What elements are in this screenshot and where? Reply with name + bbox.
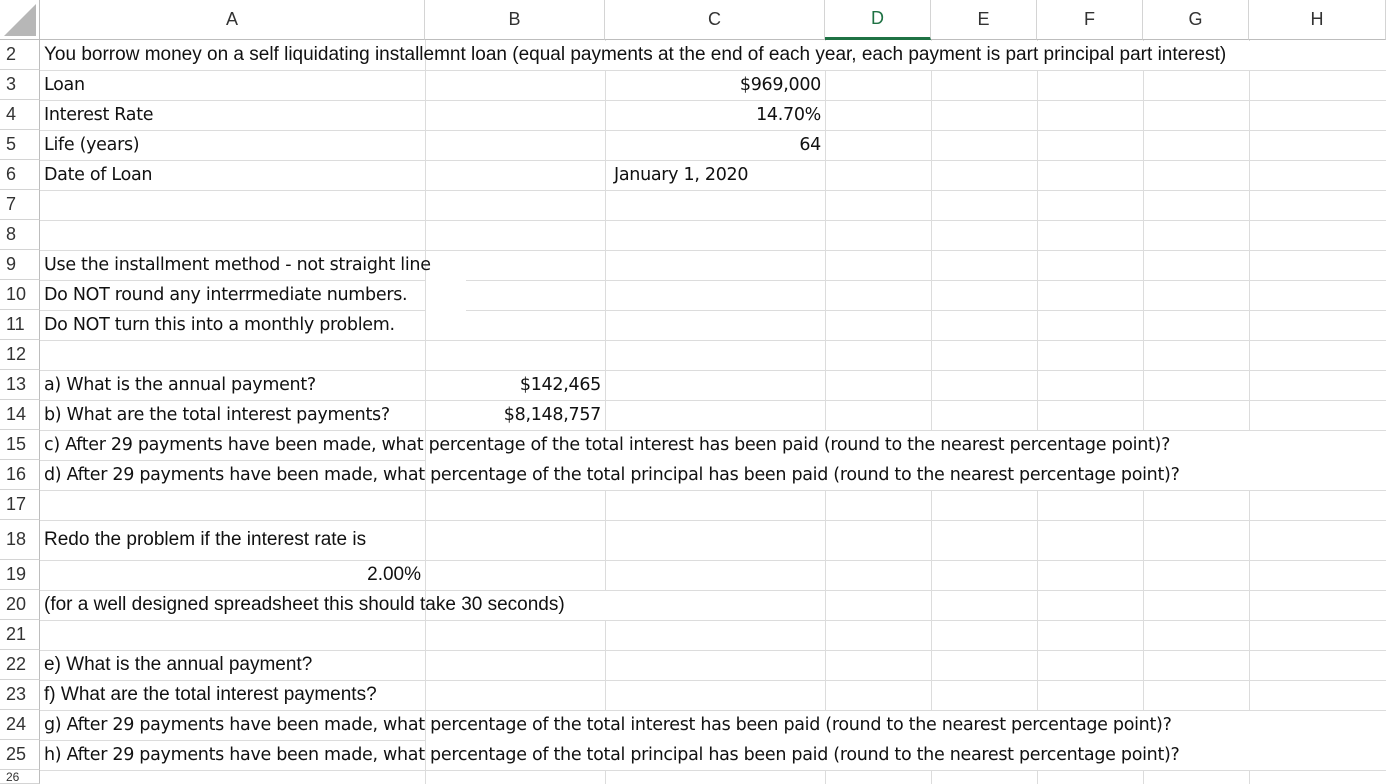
gridline bbox=[40, 340, 1386, 341]
column-header-g[interactable]: G bbox=[1143, 0, 1249, 40]
cell-c4-rate[interactable]: 14.70% bbox=[756, 105, 821, 125]
row-header[interactable]: 2 bbox=[0, 40, 40, 70]
cell-a16-question[interactable]: d) After 29 payments have been made, what percentage of the total principal has been paid (round to the nearest percentage point)? bbox=[44, 465, 1180, 485]
gridline bbox=[40, 190, 1386, 191]
cell-a19-rate[interactable]: 2.00% bbox=[367, 564, 421, 585]
cell-c3-loan[interactable]: $969,000 bbox=[739, 75, 821, 95]
row-header[interactable]: 5 bbox=[0, 130, 40, 160]
cell-a18-note[interactable]: Redo the problem if the interest rate is bbox=[44, 529, 367, 550]
row-header[interactable]: 15 bbox=[0, 430, 40, 460]
cell-a22-question[interactable]: e) What is the annual payment? bbox=[44, 654, 313, 675]
column-header-b[interactable]: B bbox=[425, 0, 605, 40]
gridline bbox=[1249, 40, 1250, 784]
column-header-a[interactable]: A bbox=[40, 0, 425, 40]
row-header[interactable]: 21 bbox=[0, 620, 40, 650]
gridline bbox=[40, 620, 1386, 621]
cell-a14-question[interactable]: b) What are the total interest payments? bbox=[44, 405, 390, 425]
gridline bbox=[931, 40, 932, 784]
column-header-f[interactable]: F bbox=[1037, 0, 1143, 40]
cell-b13-answer[interactable]: $142,465 bbox=[519, 375, 601, 395]
column-header-e[interactable]: E bbox=[931, 0, 1037, 40]
cell-c5-life[interactable]: 64 bbox=[799, 135, 821, 155]
row-header[interactable]: 4 bbox=[0, 100, 40, 130]
row-header[interactable]: 10 bbox=[0, 280, 40, 310]
row-header[interactable]: 25 bbox=[0, 740, 40, 770]
row-header[interactable]: 8 bbox=[0, 220, 40, 250]
gridline bbox=[40, 770, 1386, 771]
cell-a13-question[interactable]: a) What is the annual payment? bbox=[44, 375, 316, 395]
row-header[interactable]: 12 bbox=[0, 340, 40, 370]
cell-a11-note[interactable]: Do NOT turn this into a monthly problem. bbox=[44, 315, 395, 335]
row-header[interactable]: 6 bbox=[0, 160, 40, 190]
cell-a24-question[interactable]: g) After 29 payments have been made, what percentage of the total interest has been paid (round to the nearest percentage point)? bbox=[44, 715, 1172, 735]
row-header[interactable]: 26 bbox=[0, 770, 40, 784]
row-header[interactable]: 7 bbox=[0, 190, 40, 220]
row-header[interactable]: 14 bbox=[0, 400, 40, 430]
row-header[interactable]: 24 bbox=[0, 710, 40, 740]
cell-a23-question[interactable]: f) What are the total interest payments? bbox=[44, 684, 377, 705]
row-header[interactable]: 19 bbox=[0, 560, 40, 590]
cell-a2-description[interactable]: You borrow money on a self liquidating installemnt loan (equal payments at the end of each year, each payment is part principal part interest) bbox=[44, 44, 1227, 65]
row-header[interactable]: 11 bbox=[0, 310, 40, 340]
row-header[interactable]: 18 bbox=[0, 520, 40, 560]
row-header[interactable]: 3 bbox=[0, 70, 40, 100]
select-all-corner[interactable] bbox=[0, 0, 40, 40]
gridline bbox=[1037, 40, 1038, 784]
gridline bbox=[40, 490, 1386, 491]
cell-a20-note[interactable]: (for a well designed spreadsheet this should take 30 seconds) bbox=[44, 594, 565, 615]
column-header-d[interactable]: D bbox=[825, 0, 931, 40]
row-header[interactable]: 20 bbox=[0, 590, 40, 620]
row-header[interactable]: 13 bbox=[0, 370, 40, 400]
column-header-h[interactable]: H bbox=[1249, 0, 1386, 40]
cell-a3-label[interactable]: Loan bbox=[44, 75, 85, 95]
cell-a25-question[interactable]: h) After 29 payments have been made, what percentage of the total principal has been paid (round to the nearest percentage point)? bbox=[44, 745, 1180, 765]
cell-b14-answer[interactable]: $8,148,757 bbox=[503, 405, 601, 425]
cell-a9-note[interactable]: Use the installment method - not straight line bbox=[44, 255, 431, 275]
cell-a4-label[interactable]: Interest Rate bbox=[44, 105, 154, 125]
cell-a6-label[interactable]: Date of Loan bbox=[44, 165, 153, 185]
row-header[interactable]: 16 bbox=[0, 460, 40, 490]
select-all-triangle-icon bbox=[0, 0, 40, 40]
gridline bbox=[825, 40, 826, 784]
gridline bbox=[1143, 40, 1144, 784]
gridline bbox=[40, 520, 1386, 521]
cell-c6-date[interactable]: January 1, 2020 bbox=[614, 165, 749, 185]
cell-a15-question[interactable]: c) After 29 payments have been made, what percentage of the total interest has been paid (round to the nearest percentage point)? bbox=[44, 435, 1171, 455]
row-header[interactable]: 22 bbox=[0, 650, 40, 680]
row-header[interactable]: 23 bbox=[0, 680, 40, 710]
row-header[interactable]: 17 bbox=[0, 490, 40, 520]
cell-a5-label[interactable]: Life (years) bbox=[44, 135, 140, 155]
row-header[interactable]: 9 bbox=[0, 250, 40, 280]
column-header-c[interactable]: C bbox=[605, 0, 825, 40]
cell-a10-note[interactable]: Do NOT round any interrmediate numbers. bbox=[44, 285, 408, 305]
gridline bbox=[40, 220, 1386, 221]
